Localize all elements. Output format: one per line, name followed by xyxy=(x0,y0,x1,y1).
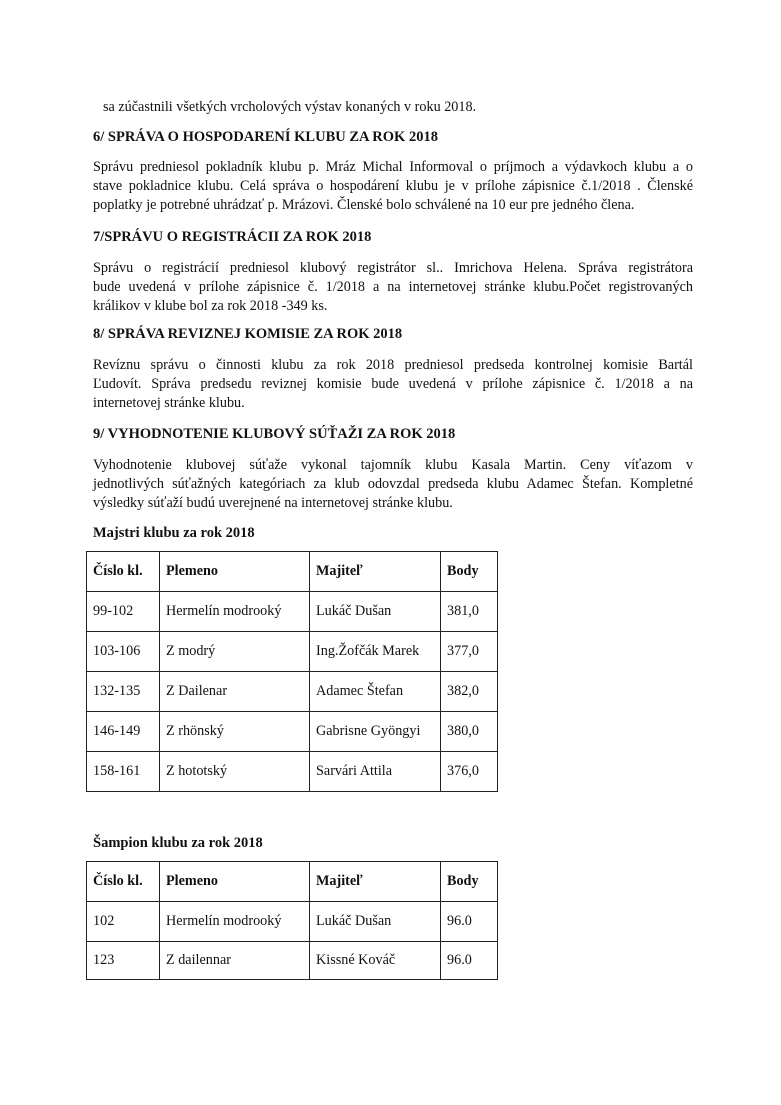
section-7-heading: 7/SPRÁVU O REGISTRÁCII ZA ROK 2018 xyxy=(93,229,372,245)
table-cell: 132-135 xyxy=(87,672,160,712)
section-8-heading: 8/ SPRÁVA REVIZNEJ KOMISIE ZA ROK 2018 xyxy=(93,326,403,342)
section-6-line-1: Správu predniesol pokladník klubu p. Mráz Michal Informoval o príjmoch a výdavkoch klubu a o xyxy=(93,159,693,175)
header-cell: Majiteľ xyxy=(310,862,441,902)
table-cell: 146-149 xyxy=(87,712,160,752)
table-cell: 103-106 xyxy=(87,632,160,672)
table-cell: Kissné Kováč xyxy=(310,942,441,980)
table-cell: Hermelín modrooký xyxy=(160,592,310,632)
masters-table xyxy=(86,551,498,792)
table-cell: 381,0 xyxy=(441,592,498,632)
section-8-line-2: Ľudovít. Správa predsedu reviznej komisie bude uvedená v prílohe zápisnice č. 1/2018 a na xyxy=(93,376,693,392)
intro-line: sa zúčastnili všetkých vrcholových výstav konaných v roku 2018. xyxy=(103,99,477,115)
table-cell: Z hototský xyxy=(160,752,310,792)
table-cell: Lukáč Dušan xyxy=(310,592,441,632)
table-cell: 158-161 xyxy=(87,752,160,792)
header-cell: Plemeno xyxy=(160,552,310,592)
header-cell: Majiteľ xyxy=(310,552,441,592)
table-header-row xyxy=(87,552,498,592)
table-row xyxy=(87,752,498,792)
section-9-line-1: Vyhodnotenie klubovej súťaže vykonal tajomník klubu Kasala Martin. Ceny víťazom v xyxy=(93,457,693,473)
table-cell: 382,0 xyxy=(441,672,498,712)
section-6-line-3: poplatky je potrebné uhrádzať p. Mrázovi. Členské bolo schválené na 10 eur pre jedného člena. xyxy=(93,197,635,213)
table-cell: Z rhönský xyxy=(160,712,310,752)
table-row xyxy=(87,712,498,752)
header-cell: Číslo kl. xyxy=(87,862,160,902)
table-cell: 376,0 xyxy=(441,752,498,792)
champions-table xyxy=(86,861,498,980)
table-cell: Adamec Štefan xyxy=(310,672,441,712)
section-8-line-1: Revíznu správu o činnosti klubu za rok 2018 predniesol predseda kontrolnej komisie Bartál xyxy=(93,357,693,373)
table-cell: Sarvári Attila xyxy=(310,752,441,792)
table-cell: Lukáč Dušan xyxy=(310,902,441,942)
table-cell: 102 xyxy=(87,902,160,942)
section-9-line-2: jednotlivých súťažných kategóriach za klub odovzdal predseda klubu Adamec Štefan. Kompletné xyxy=(93,476,693,492)
table-cell: 96.0 xyxy=(441,942,498,980)
section-6-paragraph xyxy=(93,158,693,215)
table-cell: Z modrý xyxy=(160,632,310,672)
table-row xyxy=(87,902,498,942)
section-8-line-3: internetovej stránke klubu. xyxy=(93,395,245,411)
table-cell: Gabrisne Gyöngyi xyxy=(310,712,441,752)
table-cell: 377,0 xyxy=(441,632,498,672)
table-header-row xyxy=(87,862,498,902)
section-6-line-2: stave pokladnice klubu. Celá správa o hospodárení klubu je v prílohe zápisnice č.1/2018 . Členské xyxy=(93,178,693,194)
section-9-line-3: výsledky súťaží budú uverejnené na internetovej stránke klubu. xyxy=(93,495,453,511)
table-cell: 380,0 xyxy=(441,712,498,752)
table-row xyxy=(87,592,498,632)
header-cell: Body xyxy=(441,862,498,902)
section-7-paragraph xyxy=(93,259,693,316)
table-row xyxy=(87,942,498,980)
table-cell: Z Dailenar xyxy=(160,672,310,712)
masters-table-title: Majstri klubu za rok 2018 xyxy=(93,525,255,541)
header-cell: Body xyxy=(441,552,498,592)
table-row xyxy=(87,632,498,672)
table-cell: 123 xyxy=(87,942,160,980)
table-cell: Z dailennar xyxy=(160,942,310,980)
header-cell: Číslo kl. xyxy=(87,552,160,592)
section-8-paragraph xyxy=(93,356,693,413)
table-cell: 99-102 xyxy=(87,592,160,632)
section-7-line-3: králikov v klube bol za rok 2018 -349 ks. xyxy=(93,298,328,314)
section-7-line-1: Správu o registrácií predniesol klubový registrátor sl.. Imrichova Helena. Správa registrátora xyxy=(93,260,693,276)
section-6-heading: 6/ SPRÁVA O HOSPODARENÍ KLUBU ZA ROK 2018 xyxy=(93,129,438,145)
section-7-line-2: bude uvedená v prílohe zápisnice č. 1/2018 a na internetovej stránke klubu.Počet registrovaných xyxy=(93,279,693,295)
table-row xyxy=(87,672,498,712)
header-cell: Plemeno xyxy=(160,862,310,902)
section-9-paragraph xyxy=(93,456,693,513)
section-9-heading: 9/ VYHODNOTENIE KLUBOVÝ SÚŤAŽI ZA ROK 2018 xyxy=(93,426,456,442)
table-cell: Hermelín modrooký xyxy=(160,902,310,942)
table-cell: Ing.Žofčák Marek xyxy=(310,632,441,672)
champions-table-title: Šampion klubu za rok 2018 xyxy=(93,835,263,851)
table-cell: 96.0 xyxy=(441,902,498,942)
